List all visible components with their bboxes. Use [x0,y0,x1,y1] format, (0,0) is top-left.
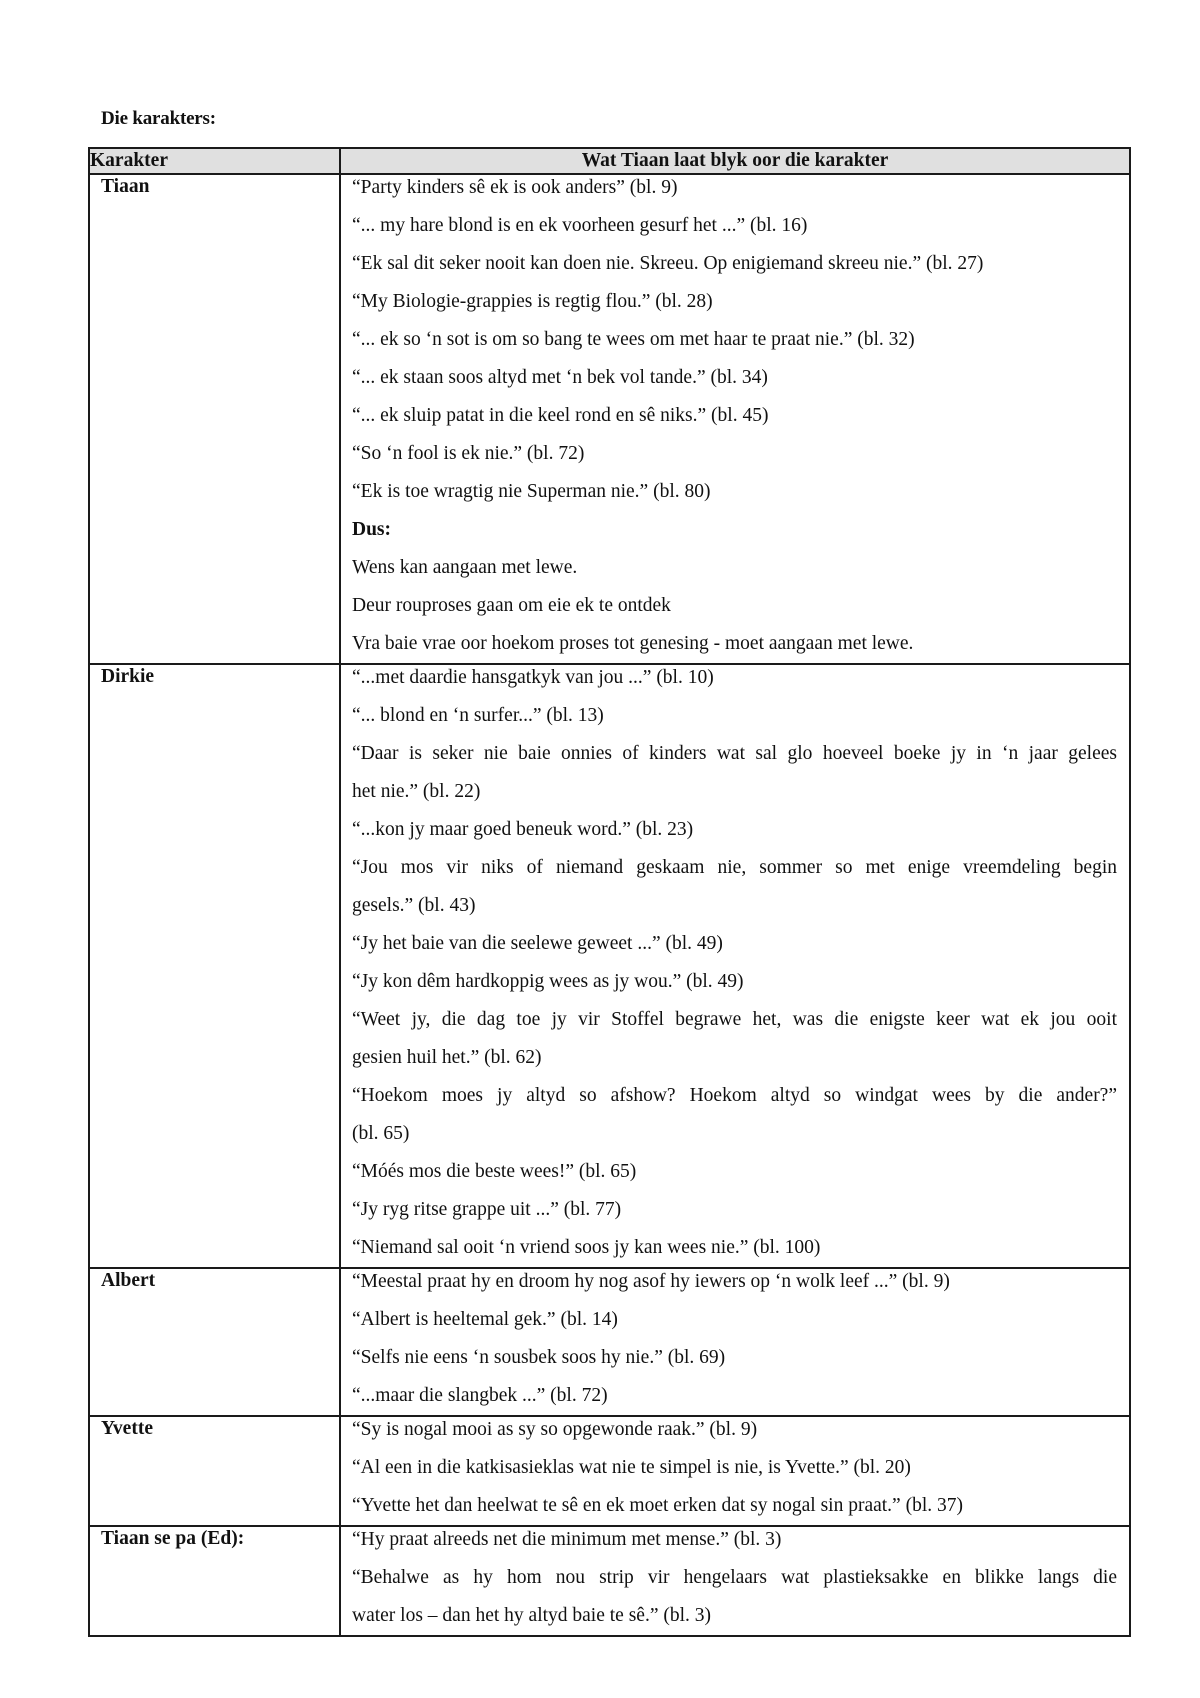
quote-line: “...met daardie hansgatkyk van jou ...” (bl. 10) [352,667,714,688]
quote-line: “Selfs nie eens ‘n sousbek soos hy nie.” (bl. 69) [352,1347,726,1368]
table-row-tiaan-se-pa [89,1526,1130,1636]
column-header-description: Wat Tiaan laat blyk oor die karakter [340,148,1130,174]
quote-line: “Weet jy, die dag toe jy vir Stoffel begrawe het, was die enigste keer wat ek jou ooit [352,1009,1117,1030]
quote-line: “Yvette het dan heelwat te sê en ek moet erken dat sy nogal sin praat.” (bl. 37) [352,1495,963,1516]
quote-line: gesien huil het.” (bl. 62) [352,1047,542,1068]
character-quotes [340,1268,1130,1416]
quote-line: “... blond en ‘n surfer...” (bl. 13) [352,705,604,726]
quote-line: “Hoekom moes jy altyd so afshow? Hoekom altyd so windgat wees by die ander?” [352,1085,1117,1106]
character-name: Albert [89,1268,340,1416]
quote-line: “Jy het baie van die seelewe geweet ...” (bl. 49) [352,933,723,954]
quote-line: “Party kinders sê ek is ook anders” (bl. 9) [352,177,678,198]
character-name: Dirkie [89,664,340,1268]
character-quotes [340,664,1130,1268]
table-header-row [89,148,1130,174]
table-row-yvette [89,1416,1130,1526]
quote-line: “Jou mos vir niks of niemand geskaam nie, sommer so met enige vreemdeling begin [352,857,1117,878]
character-name: Yvette [89,1416,340,1526]
quote-line: “Ek is toe wragtig nie Superman nie.” (bl. 80) [352,481,711,502]
quote-line: “Sy is nogal mooi as sy so opgewonde raak.” (bl. 9) [352,1419,758,1440]
character-quotes [340,1526,1130,1636]
quote-line: gesels.” (bl. 43) [352,895,476,916]
page-heading: Die karakters: [101,108,216,129]
quote-line: “... my hare blond is en ek voorheen gesurf het ...” (bl. 16) [352,215,808,236]
quote-line: “My Biologie-grappies is regtig flou.” (bl. 28) [352,291,713,312]
quote-line: “Móés mos die beste wees!” (bl. 65) [352,1161,637,1182]
character-quotes [340,174,1130,664]
character-quotes [340,1416,1130,1526]
quote-line: “Jy ryg ritse grappe uit ...” (bl. 77) [352,1199,622,1220]
quote-line: “Al een in die katkisasieklas wat nie te simpel is nie, is Yvette.” (bl. 20) [352,1457,911,1478]
characters-table [88,147,1131,1637]
quote-line: “...kon jy maar goed beneuk word.” (bl. 23) [352,819,694,840]
table-row-dirkie [89,664,1130,1268]
summary-label: Dus: [352,519,392,540]
quote-line: “Hy praat alreeds net die minimum met mense.” (bl. 3) [352,1529,782,1550]
quote-line: het nie.” (bl. 22) [352,781,481,802]
quote-line: “...maar die slangbek ...” (bl. 72) [352,1385,608,1406]
table-row-albert [89,1268,1130,1416]
quote-line: “So ‘n fool is ek nie.” (bl. 72) [352,443,585,464]
summary-line: Vra baie vrae oor hoekom proses tot genesing - moet aangaan met lewe. [352,633,914,654]
quote-line: “Albert is heeltemal gek.” (bl. 14) [352,1309,618,1330]
summary-line: Wens kan aangaan met lewe. [352,557,578,578]
quote-line: “Behalwe as hy hom nou strip vir hengelaars wat plastieksakke en blikke langs die [352,1567,1117,1588]
quote-line: “Niemand sal ooit ‘n vriend soos jy kan wees nie.” (bl. 100) [352,1237,821,1258]
quote-line: “... ek sluip patat in die keel rond en sê niks.” (bl. 45) [352,405,769,426]
table-row-tiaan [89,174,1130,664]
quote-line: “Jy kon dêm hardkoppig wees as jy wou.” (bl. 49) [352,971,744,992]
character-name: Tiaan se pa (Ed): [89,1526,340,1636]
quote-line: water los – dan het hy altyd baie te sê.” (bl. 3) [352,1605,712,1626]
quote-line: “Ek sal dit seker nooit kan doen nie. Skreeu. Op enigiemand skreeu nie.” (bl. 27) [352,253,984,274]
quote-line: “... ek so ‘n sot is om so bang te wees om met haar te praat nie.” (bl. 32) [352,329,915,350]
quote-line: “... ek staan soos altyd met ‘n bek vol tande.” (bl. 34) [352,367,768,388]
quote-line: “Daar is seker nie baie onnies of kinders wat sal glo hoeveel boeke jy in ‘n jaar gelees [352,743,1117,764]
quote-line: (bl. 65) [352,1123,410,1144]
character-name: Tiaan [89,174,340,664]
column-header-karakter: Karakter [89,148,340,174]
summary-line: Deur rouproses gaan om eie ek te ontdek [352,595,671,616]
quote-line: “Meestal praat hy en droom hy nog asof hy iewers op ‘n wolk leef ...” (bl. 9) [352,1271,950,1292]
